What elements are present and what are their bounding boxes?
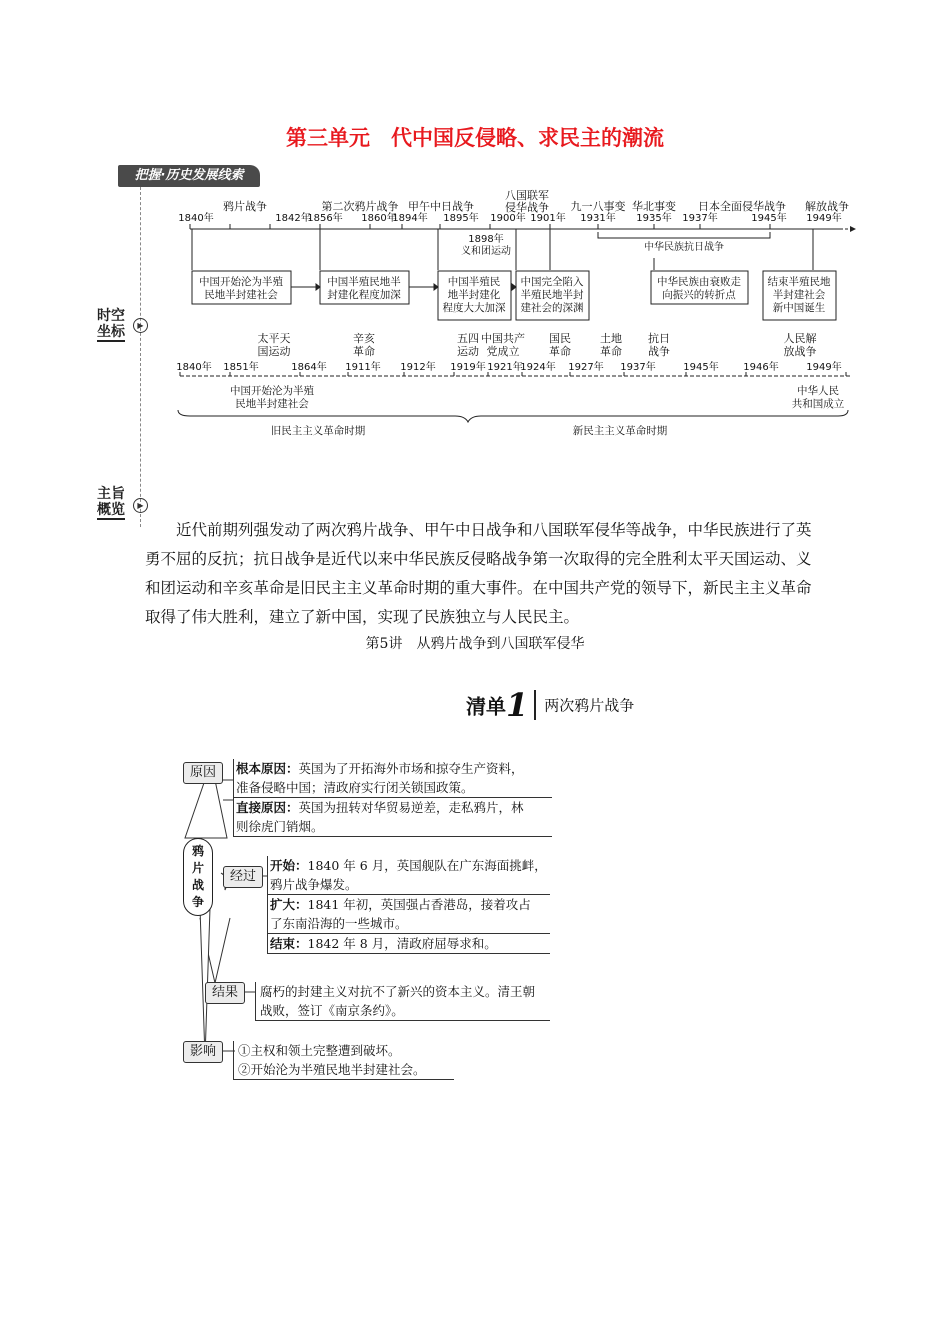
tl2-event: 辛亥 [353, 332, 375, 345]
list-heading-subtitle: 两次鸦片战争 [544, 696, 635, 715]
tl1-event: 华北事变 [632, 200, 676, 213]
tl1-year: 1931年 [580, 213, 616, 224]
side-label-line2: 坐标 [97, 324, 125, 340]
tl2-event: 国运动 [257, 345, 291, 358]
branch-item [233, 1041, 454, 1080]
tl1-box-text: 地半封建化 [447, 289, 501, 301]
item-line: 则徐虎门销烟。 [236, 819, 324, 834]
tl1-box-text: 中华民族由衰败走 [657, 276, 741, 288]
branch-item [233, 759, 552, 798]
tl2-below-right: 共和国成立 [791, 398, 845, 410]
tl1-event: 鸦片战争 [223, 200, 267, 213]
tl1-box-text: 半殖民地半封 [520, 289, 584, 301]
tl1-box-text: 封建化程度加深 [327, 289, 401, 301]
lecture-title: 第5讲 从鸦片战争到八国联军侵华 [365, 636, 585, 652]
tl2-year: 1945年 [683, 362, 719, 373]
unit-title: 第三单元 代中国反侵略、求民主的潮流 [286, 126, 664, 150]
item-head: 开始： [270, 858, 308, 873]
tl2-event: 中国共产 [481, 332, 525, 345]
item-line: 战败，签订《南京条约》。 [260, 1003, 404, 1018]
tl1-box-text: 中国半殖民 [447, 276, 501, 288]
item-line: 1840 年 6 月，英国舰队在广东海面挑衅， [307, 858, 547, 873]
tl1-event: 解放战争 [805, 200, 849, 213]
mindmap-wedge [185, 780, 227, 838]
overview-paragraph [145, 516, 817, 632]
tl2-year: 1911年 [345, 362, 381, 373]
item-line: 英国为扭转对华贸易逆差，走私鸦片，林 [298, 800, 524, 815]
tl1-box-text: 中国完全陷入 [520, 276, 584, 288]
side-label-line1: 主旨 [97, 486, 125, 502]
tl2-period-brace [178, 410, 848, 422]
tl1-year: 1900年 [490, 213, 526, 224]
branch-item [267, 856, 550, 895]
tl1-box-text: 建社会的深渊 [520, 302, 584, 314]
tl1-year: 1860年 [361, 213, 397, 224]
item-line: 了东南沿海的一些城市。 [270, 916, 408, 931]
tl2-year: 1937年 [620, 362, 656, 373]
tl2-year: 1912年 [400, 362, 436, 373]
branch-item [255, 982, 550, 1021]
tl1-year: 1935年 [636, 213, 672, 224]
item-line: ①主权和领土完整遭到破坏。 [238, 1043, 401, 1058]
tl2-event: 五四 [457, 332, 479, 345]
item-line: 腐朽的封建主义对抗不了新兴的资本主义。清王朝 [260, 984, 536, 999]
branch-tag-cause: 原因 [183, 762, 223, 784]
tl2-event: 运动 [457, 345, 479, 358]
tl2-event: 太平天 [257, 332, 291, 345]
tl1-brace [598, 232, 770, 238]
tl1-box-text: 新中国诞生 [772, 302, 826, 314]
overview-text: 近代前期列强发动了两次鸦片战争、甲午中日战争和八国联军侵华等战争，中华民族进行了英勇不屈的反抗；抗日战争是近代以来中华民族反侵略战争第一次取得的完全胜利太平天国运动、义和团运动和辛亥革命是旧民主主义革命时期的重大事件。在中国共产党的领导下，新民主主义革命取得了伟大胜利，建立了新中国，实现了民族独立与人民民主。 [145, 521, 812, 626]
tl1-box-text: 程度大大加深 [442, 302, 506, 314]
tl1-box-text: 向振兴的转折点 [662, 289, 736, 301]
list-heading-number: 1 [506, 686, 529, 724]
timeline-side-label [97, 308, 125, 342]
timeline-2 [170, 330, 870, 442]
tl2-year: 1864年 [291, 362, 327, 373]
tl1-box-text: 中国半殖民地半 [327, 276, 401, 288]
branch-item [233, 798, 552, 837]
tl2-year: 1851年 [223, 362, 259, 373]
tl1-box-text: 半封建社会 [772, 289, 826, 301]
mindmap-center [183, 838, 213, 916]
section-tag: 把握·历史发展线索 [118, 165, 260, 187]
tl1-event: 日本全面侵华战争 [698, 200, 786, 213]
tl2-year: 1946年 [743, 362, 779, 373]
dashed-guide-line [140, 187, 141, 527]
side-label-line2: 概览 [97, 502, 125, 518]
tl1-year: 1840年 [178, 213, 214, 224]
branch-item [267, 895, 550, 934]
item-head: 根本原因： [236, 761, 299, 776]
tl1-note-event: 义和团运动 [461, 246, 511, 257]
branch-tag-process: 经过 [223, 866, 263, 888]
item-line: ②开始沦为半殖民地半封建社会。 [238, 1062, 426, 1077]
item-head: 扩大： [270, 897, 308, 912]
tl1-box-text: 结束半殖民地 [767, 276, 831, 288]
tl2-event: 抗日 [648, 332, 670, 345]
tl2-period-old: 旧民主主义革命时期 [270, 425, 366, 437]
tl1-event: 九一八事变 [570, 200, 626, 213]
play-arrow-icon: ▶ [133, 498, 148, 513]
tl2-year: 1949年 [806, 362, 842, 373]
tl2-event: 革命 [549, 345, 571, 358]
tl2-event: 国民 [549, 332, 571, 345]
side-label-line1: 时空 [97, 308, 125, 324]
tl1-year: 1842年 [275, 213, 311, 224]
list-heading [466, 686, 635, 724]
mindmap-center-char: 鸦 [191, 844, 204, 858]
mindmap-center-char: 争 [191, 895, 204, 909]
tl1-box-text: 中国开始沦为半殖 [199, 276, 283, 288]
item-head: 结束： [270, 936, 308, 951]
tl1-year: 1895年 [443, 213, 479, 224]
branch-tag-impact: 影响 [183, 1041, 223, 1063]
tl1-year: 1901年 [530, 213, 566, 224]
tl2-below-right: 中华人民 [797, 385, 839, 397]
item-head: 直接原因： [236, 800, 299, 815]
tl1-year: 1945年 [751, 213, 787, 224]
tl2-event: 放战争 [783, 345, 817, 358]
play-arrow-icon: ▶ [133, 318, 148, 333]
tl1-arrow-icon [850, 226, 856, 232]
tl2-event: 革命 [600, 345, 622, 358]
tl1-year: 1856年 [307, 213, 343, 224]
tl2-event: 党成立 [486, 345, 520, 358]
mindmap-center-char: 战 [191, 878, 204, 892]
list-heading-word: 清单 [466, 694, 506, 719]
tl1-year: 1937年 [682, 213, 718, 224]
tl1-event: 侵华战争 [505, 201, 549, 214]
branch-tag-result: 结果 [205, 982, 245, 1004]
tl1-event: 甲午中日战争 [408, 200, 474, 213]
tl1-event: 八国联军 [505, 189, 549, 202]
tl2-event: 革命 [353, 345, 375, 358]
overview-side-label [97, 486, 125, 520]
tl2-year: 1919年 [450, 362, 486, 373]
tl2-event: 战争 [648, 345, 670, 358]
tl1-year: 1949年 [806, 213, 842, 224]
item-line: 准备侵略中国；清政府实行闭关锁国政策。 [236, 780, 474, 795]
tl2-period-new: 新民主主义革命时期 [572, 425, 668, 437]
tl1-box-text: 民地半封建社会 [204, 289, 278, 301]
item-line: 1842 年 8 月，清政府屈辱求和。 [307, 936, 497, 951]
branch-item [267, 934, 550, 954]
tl1-year: 1894年 [392, 213, 428, 224]
list-heading-divider [534, 690, 536, 720]
tl1-brace-label: 中华民族抗日战争 [644, 242, 724, 253]
tl1-event: 第二次鸦片战争 [321, 200, 399, 213]
item-line: 鸦片战争爆发。 [270, 877, 358, 892]
item-line: 1841 年初，英国强占香港岛，接着攻占 [307, 897, 531, 912]
tl2-below-left: 中国开始沦为半殖 [230, 385, 314, 397]
tl1-note-year: 1898年 [468, 234, 504, 245]
tl2-year: 1924年 [520, 362, 556, 373]
mindmap [175, 758, 575, 1088]
tl2-below-left: 民地半封建社会 [235, 398, 309, 410]
tl2-year: 1840年 [176, 362, 212, 373]
tl2-event: 人民解 [783, 332, 817, 345]
timeline-1 [170, 186, 870, 326]
item-line: 英国为了开拓海外市场和掠夺生产资料， [298, 761, 524, 776]
tl2-event: 土地 [600, 332, 622, 345]
tl2-year: 1921年 [487, 362, 523, 373]
mindmap-center-char: 片 [191, 861, 204, 875]
tl2-year: 1927年 [568, 362, 604, 373]
